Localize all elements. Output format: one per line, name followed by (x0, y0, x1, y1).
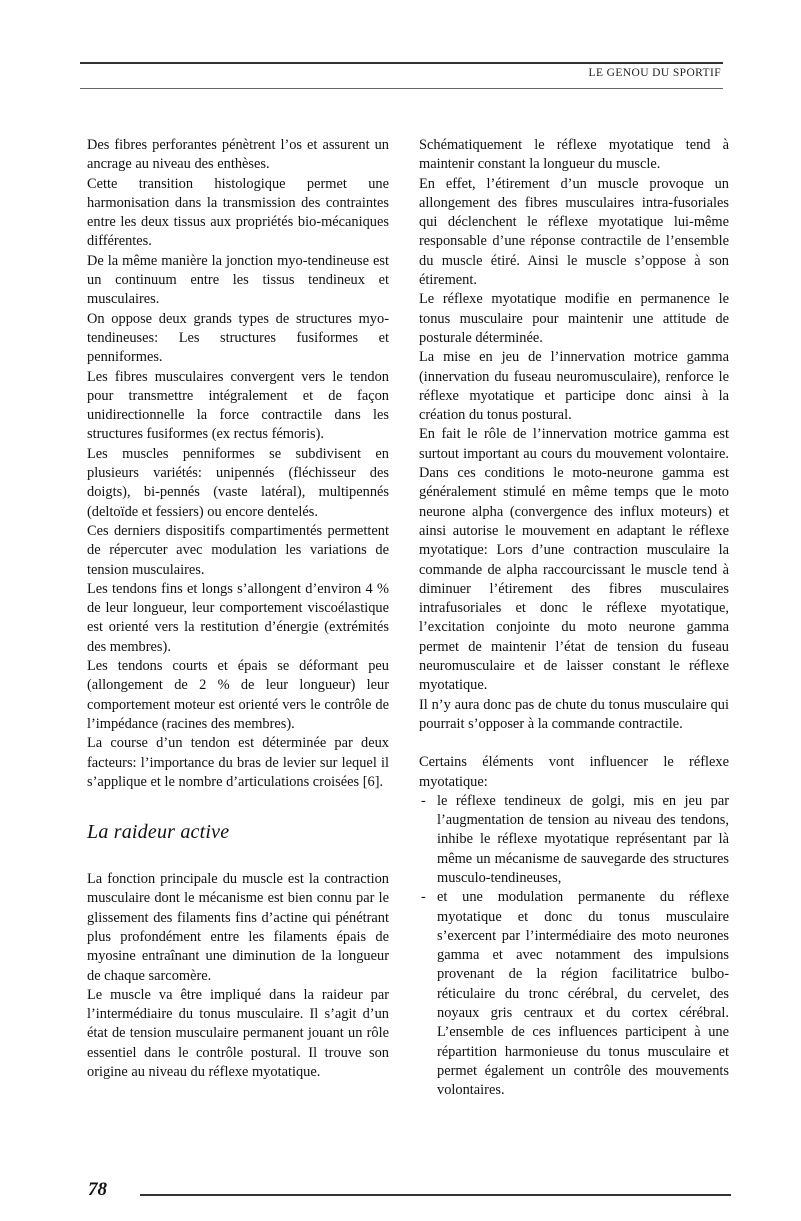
paragraph: On oppose deux grands types de structures myo-tendineuses: Les structures fusiformes et penniformes. (87, 310, 389, 366)
paragraph: Il n’y aura donc pas de chute du tonus musculaire qui pourrait s’opposer à la commande contractile. (419, 696, 729, 732)
paragraph: La fonction principale du muscle est la contraction musculaire dont le mécanisme est bien connu par le glissement des filaments fins d’actine qui pénétrant plus profondément entre les filaments épais de myosine entraînant une diminution de la longueur de chaque sarcomère. (87, 871, 389, 984)
header-rule (80, 88, 723, 89)
paragraph: En fait le rôle de l’innervation motrice gamma est surtout important au cours du mouvement volontaire. Dans ces conditions le moto-neurone gamma est généralement stimulé en même temps que le moto neurone alpha (convergence des influx moteurs) et ainsi autorise le mouvement en adaptant le réflexe myotatique: Lors d’une contraction musculaire la commande de alpha raccourcissant le muscle tend à diminuer l’étirement des fibres musculaires intrafusoriales et donc le réflexe myotatique, l’excitation conjointe du moto neurone gamma permet de maintenir l’état de tension du fuseau neuromusculaire et de laisser constant le réflexe myotatique. (419, 426, 729, 694)
paragraph: Ces derniers dispositifs compartimentés permettent de répercuter avec modulation les variations de tension musculaires. (87, 522, 389, 578)
paragraph: Les tendons courts et épais se déformant peu (allongement de 2 % de leur longueur) leur comportement moteur est orienté vers le contrôle de l’impédance (racines des membres). (87, 658, 389, 732)
running-head: LE GENOU DU SPORTIF (588, 67, 721, 79)
section-heading: La raideur active (87, 821, 230, 844)
dash-list (419, 792, 729, 1101)
left-column (87, 136, 389, 1082)
right-column (419, 136, 729, 1101)
paragraph: Les tendons fins et longs s’allongent d’environ 4 % de leur longueur, leur comportement viscoélastique est orienté vers la restitution d’énergie (extrémités des membres). (87, 580, 389, 655)
paragraph: Le réflexe myotatique modifie en permanence le tonus musculaire pour maintenir une attitude de posturale déterminée. (419, 291, 729, 346)
paragraph: Schématiquement le réflexe myotatique tend à maintenir constant la longueur du muscle. (419, 137, 729, 173)
list-item: - et une modulation permanente du réflexe myotatique et donc du tonus musculaire s’exercent par l’intermédiaire des moto neurones gamma et avec notamment des impulsions provenant de la région facilitatrice bulbo-réticulaire du tronc cérébral, du cervelet, des noyaux gris centraux et du cortex cérébral. L’ensemble de ces influences participent à une répartition harmonieuse du tonus musculaire et permet également un contrôle des mouvements volontaires. (419, 888, 729, 1100)
paragraph-gap (419, 734, 729, 753)
paragraph: Les muscles penniformes se subdivisent en plusieurs variétés: unipennés (fléchisseur des doigts), bi-pennés (vaste latéral), multipennés (deltoïde et fessiers) ou encore dentelés. (87, 445, 389, 520)
page-number: 78 (88, 1179, 107, 1200)
paragraph: Le muscle va être impliqué dans la raideur par l’intermédiaire du tonus musculaire. Il s’agit d’un état de tension musculaire permanent jouant un rôle essentiel dans le contrôle postural. Il trouve son origine au niveau du réflexe myotatique. (87, 986, 389, 1081)
list-intro: Certains éléments vont influencer le réflexe myotatique: (419, 754, 729, 790)
paragraph: La course d’un tendon est déterminée par deux facteurs: l’importance du bras de levier sur lequel il s’applique et le nombre d’articulations croisées [6]. (87, 735, 389, 790)
footer-rule (140, 1194, 731, 1196)
paragraph: La mise en jeu de l’innervation motrice gamma (innervation du fuseau neuromusculaire), renforce le réflexe myotatique et participe donc ainsi à la création du tonus postural. (419, 349, 729, 424)
paragraph: En effet, l’étirement d’un muscle provoque un allongement des fibres musculaires intra-fusoriales qui déclenchent le réflexe myotatique lui-même responsable d’une réponse contractile de l’ensemble du muscle étiré. Ainsi le muscle s’oppose à son étirement. (419, 175, 729, 289)
paragraph: De la même manière la jonction myo-tendineuse est un continuum entre les tissus tendineux et musculaires. (87, 252, 389, 308)
list-item: - le réflexe tendineux de golgi, mis en jeu par l’augmentation de tension au niveau des tendons, inhibe le réflexe myotatique représentant par là même un mécanisme de sauvegarde des structures musculo-tendineuses, (419, 792, 729, 888)
top-rule (80, 62, 723, 64)
paragraph: Les fibres musculaires convergent vers le tendon pour transmettre intégralement et de façon unidirectionnelle la force contractile dans les structures fusiformes (ex rectus fémoris). (87, 368, 389, 443)
paragraph: Des fibres perforantes pénètrent l’os et assurent un ancrage au niveau des enthèses. (87, 137, 389, 173)
paragraph: Cette transition histologique permet une harmonisation dans la transmission des contraintes entre les deux tissus aux propriétés bio-mécaniques différentes. (87, 175, 389, 250)
